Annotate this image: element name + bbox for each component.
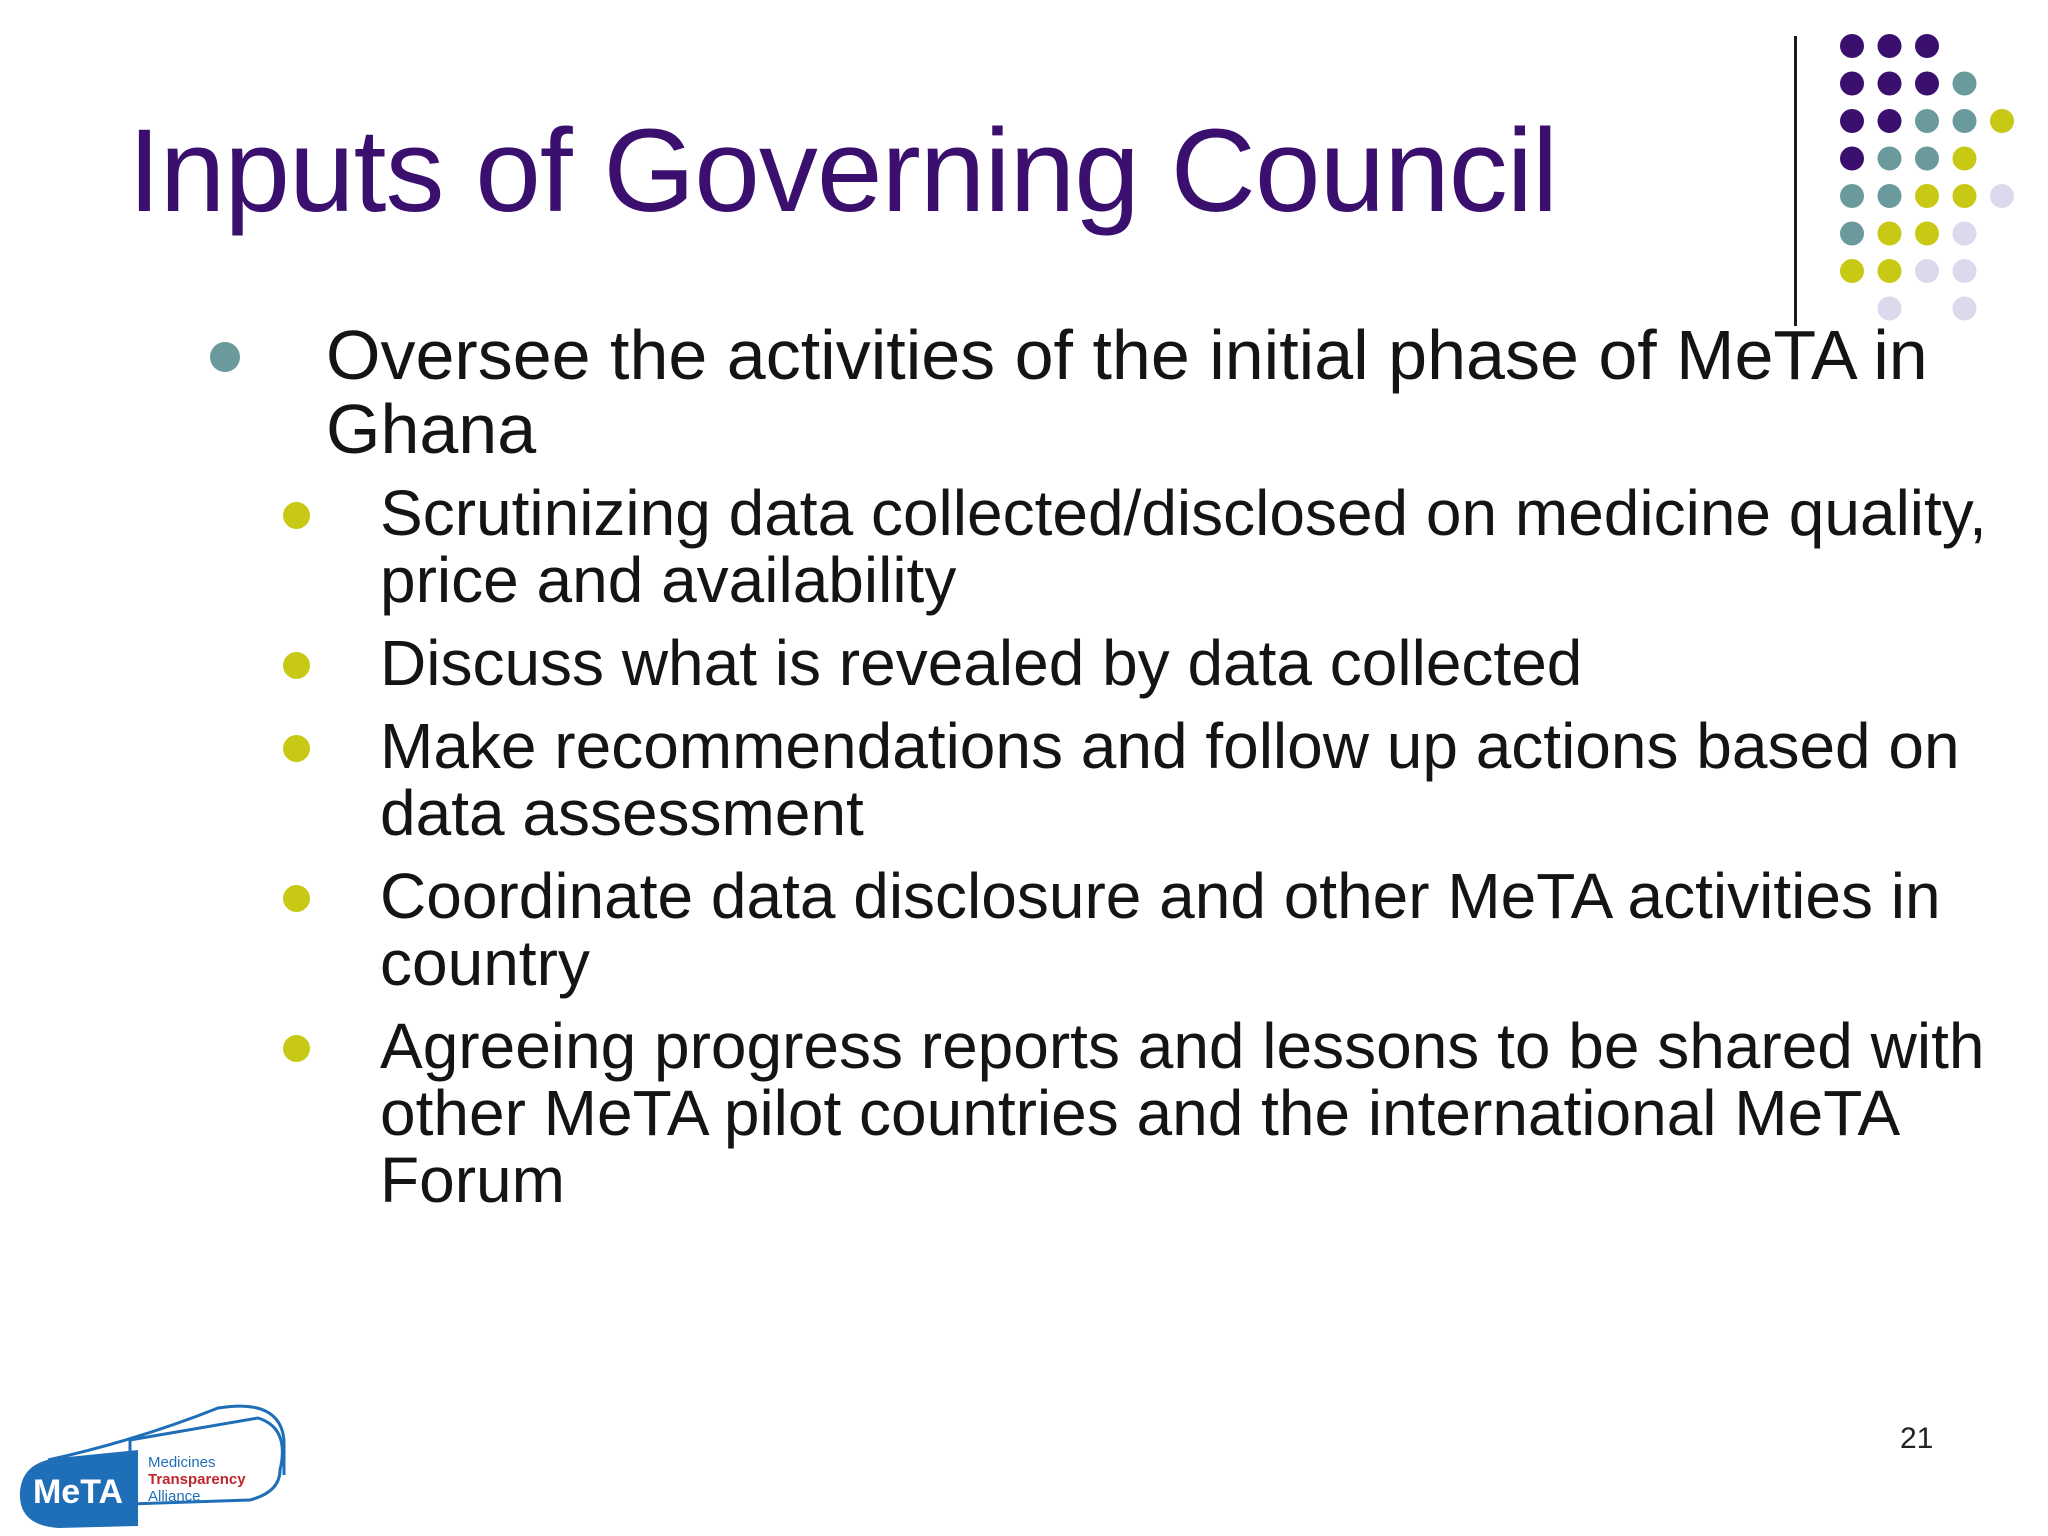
decor-dot — [1840, 34, 1864, 58]
decor-dot — [1878, 72, 1902, 96]
sub-bullet-dot-icon — [283, 885, 310, 912]
decor-dot — [1953, 259, 1977, 283]
sub-bullet-dot-icon — [283, 652, 310, 679]
decor-dot — [1840, 109, 1864, 133]
decor-dot — [1915, 147, 1939, 171]
decor-dot — [1878, 34, 1902, 58]
logo-main-text: MeTA — [32, 1473, 124, 1511]
bullet-dot-icon — [210, 342, 240, 372]
logo-line3: Alliance — [148, 1488, 201, 1505]
decor-dot — [1990, 184, 2014, 208]
sub-bullet-text: Discuss what is revealed by data collected — [380, 627, 1583, 699]
meta-logo — [18, 1400, 288, 1536]
decor-dot — [1915, 34, 1939, 58]
decor-dot — [1915, 72, 1939, 96]
page-number: 21 — [1900, 1422, 1934, 1455]
decor-dot — [1878, 222, 1902, 246]
decor-dot — [1915, 259, 1939, 283]
slide-title: Inputs of Governing Council — [128, 105, 1558, 237]
decor-dot — [1878, 147, 1902, 171]
decor-dot — [1990, 109, 2014, 133]
logo-line1: Medicines — [148, 1454, 216, 1471]
decor-dot — [1953, 297, 1977, 321]
decor-dot — [1915, 109, 1939, 133]
decor-dot — [1878, 184, 1902, 208]
sub-bullet-text: Make recommendations and follow up actions based on data assessment — [380, 710, 1960, 849]
decor-dot — [1840, 147, 1864, 171]
sub-bullet-dot-icon — [283, 502, 310, 529]
sub-bullet-text: Agreeing progress reports and lessons to be shared with other MeTA pilot countries and the international MeTA Forum — [380, 1010, 1985, 1216]
decor-dot — [1953, 147, 1977, 171]
decor-dot — [1840, 222, 1864, 246]
decor-dot — [1953, 184, 1977, 208]
sub-bullet-text: Coordinate data disclosure and other MeTA activities in country — [380, 860, 1941, 999]
decor-dot — [1953, 222, 1977, 246]
sub-bullet-dot-icon — [283, 735, 310, 762]
sub-bullet-text: Scrutinizing data collected/disclosed on medicine quality, price and availability — [380, 477, 1987, 616]
bullet-text: Oversee the activities of the initial phase of MeTA in Ghana — [326, 316, 1928, 468]
vertical-divider — [1794, 36, 1797, 326]
decor-dot — [1840, 72, 1864, 96]
decor-dot — [1840, 259, 1864, 283]
decor-dot — [1915, 184, 1939, 208]
sub-bullet-dot-icon — [283, 1035, 310, 1062]
decor-dot — [1953, 72, 1977, 96]
decor-dot — [1953, 109, 1977, 133]
decor-dot — [1915, 222, 1939, 246]
decor-dot — [1878, 109, 1902, 133]
decor-dot — [1878, 259, 1902, 283]
logo-line2: Transparency — [148, 1471, 246, 1488]
decor-dot — [1840, 184, 1864, 208]
